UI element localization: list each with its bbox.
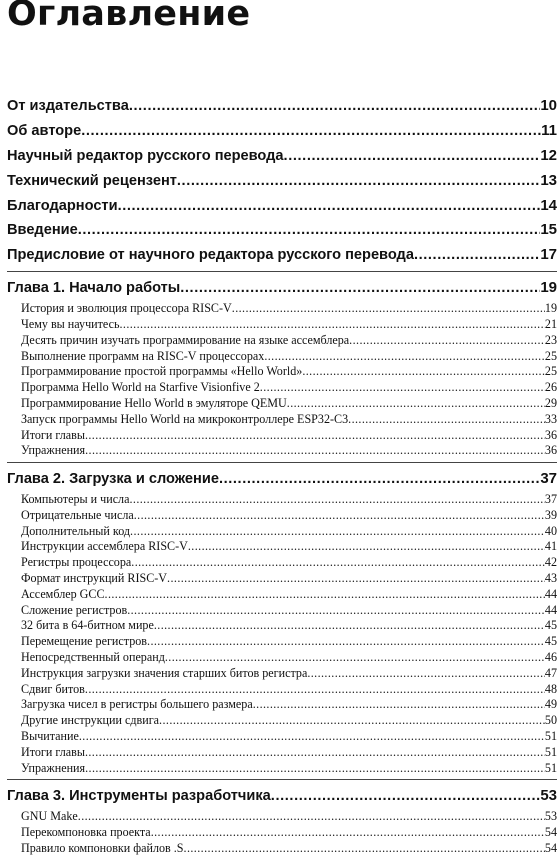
toc-entry-title: Формат инструкций RISC-V [21, 570, 168, 585]
toc-page-number: 45 [544, 618, 557, 633]
toc-page-number: 42 [544, 555, 557, 570]
section-entry [7, 349, 557, 365]
toc-entry-title: Итоги главы [21, 744, 85, 759]
chapter-divider [7, 271, 557, 272]
section-entry [7, 634, 557, 650]
section-entry [7, 428, 557, 444]
toc-entry-title: Регистры процессора [21, 555, 132, 570]
section-entry [7, 618, 557, 634]
dot-leader [85, 682, 545, 698]
chapter-divider [7, 462, 557, 463]
toc-entry-title: GNU Make [21, 809, 78, 824]
toc-page-number: 14 [540, 196, 557, 214]
toc-page-number: 43 [544, 570, 557, 585]
chapter-heading [7, 276, 557, 301]
section-entry [7, 539, 557, 555]
dot-leader [85, 443, 545, 459]
toc-page-number: 19 [540, 279, 557, 297]
section-entry [7, 761, 557, 777]
toc-page-number: 40 [544, 523, 557, 538]
toc-page-number: 44 [544, 586, 557, 601]
dot-leader [219, 467, 540, 492]
toc-entry-title: Перемещение регистров [21, 634, 148, 649]
toc-page-number: 21 [544, 316, 557, 331]
section-entry [7, 317, 557, 333]
toc-entry-title: От издательства [7, 97, 129, 114]
section-entry [7, 603, 557, 619]
dot-leader [167, 571, 545, 587]
toc-entry-title: Программа Hello World на Starfive Visionfive 2 [21, 380, 260, 395]
toc-entry-title: Глава 1. Начало работы [7, 280, 181, 297]
toc-entry-title: Правило компоновки файлов .S [21, 840, 184, 855]
toc-entry-title: Сложение регистров [21, 602, 128, 617]
toc-entry-title: Технический рецензент [7, 172, 177, 189]
section-entry [7, 380, 557, 396]
dot-leader [147, 634, 545, 650]
toc-page-number: 17 [540, 246, 557, 264]
dot-leader [134, 508, 545, 524]
toc-page-number: 26 [544, 380, 557, 395]
dot-leader [159, 713, 545, 729]
dot-leader [127, 603, 545, 619]
section-entry [7, 364, 557, 380]
toc-entry-title: Итоги главы [21, 427, 85, 442]
front-matter-entry [7, 194, 557, 219]
toc-entry-title: История и эволюция процессора RISC-V [21, 301, 232, 316]
section-entry [7, 682, 557, 698]
toc-entry-title: Научный редактор русского перевода [7, 147, 284, 164]
toc-entry-title: Сдвиг битов [21, 681, 85, 696]
table-of-contents [7, 94, 557, 857]
toc-page-number: 33 [544, 411, 557, 426]
dot-leader [81, 119, 541, 144]
chapter-block [7, 467, 557, 776]
dot-leader [154, 618, 545, 634]
toc-page-number: 46 [544, 649, 557, 664]
section-entry [7, 492, 557, 508]
toc-page-number: 51 [544, 760, 557, 775]
toc-page-number: 36 [544, 443, 557, 458]
dot-leader [85, 745, 545, 761]
dot-leader [414, 243, 540, 268]
toc-page-number: 23 [544, 332, 557, 347]
toc-page-number: 47 [544, 665, 557, 680]
section-entry [7, 809, 557, 825]
dot-leader [79, 729, 545, 745]
section-entry [7, 571, 557, 587]
front-matter-entry [7, 94, 557, 119]
chapter-block [7, 276, 557, 459]
section-entry [7, 524, 557, 540]
front-matter-entry [7, 243, 557, 268]
section-entry [7, 301, 557, 317]
chapter-heading [7, 784, 557, 809]
toc-page-number: 53 [544, 809, 557, 824]
toc-entry-title: Глава 3. Инструменты разработчика [7, 788, 271, 805]
toc-entry-title: Введение [7, 222, 78, 239]
toc-entry-title: Программирование Hello World в эмуляторе QEMU [21, 395, 287, 410]
section-entry [7, 745, 557, 761]
toc-entry-title: Упражнения [21, 760, 86, 775]
toc-entry-title: Загрузка чисел в регистры большего размера [21, 697, 253, 712]
chapter-divider [7, 779, 557, 780]
toc-page-number: 37 [544, 491, 557, 506]
dot-leader [232, 301, 545, 317]
toc-entry-title: 32 бита в 64-битном мире [21, 618, 154, 633]
dot-leader [184, 841, 545, 857]
section-entry [7, 841, 557, 857]
toc-page-number: 51 [544, 728, 557, 743]
toc-page-number: 12 [540, 146, 557, 164]
chapter-heading [7, 467, 557, 492]
section-entry [7, 555, 557, 571]
toc-page-number: 25 [544, 364, 557, 379]
toc-entry-title: Другие инструкции сдвига [21, 713, 160, 728]
toc-page-number: 11 [541, 121, 557, 139]
section-entry [7, 825, 557, 841]
dot-leader [105, 587, 545, 603]
dot-leader [131, 555, 545, 571]
dot-leader [188, 539, 545, 555]
dot-leader [129, 94, 540, 119]
dot-leader [119, 317, 544, 333]
toc-entry-title: Благодарности [7, 197, 118, 214]
dot-leader [78, 218, 541, 243]
toc-entry-title: Выполнение программ на RISC-V процессорах [21, 348, 265, 363]
dot-leader [118, 194, 541, 219]
toc-entry-title: Программирование простой программы «Hello World» [21, 364, 303, 379]
toc-entry-title: Десять причин изучать программирование на языке ассемблера [21, 332, 350, 347]
toc-page-number: 48 [544, 681, 557, 696]
dot-leader [130, 524, 545, 540]
section-entry [7, 666, 557, 682]
section-entry [7, 396, 557, 412]
toc-page-number: 54 [544, 840, 557, 855]
dot-leader [287, 396, 545, 412]
front-matter-entry [7, 119, 557, 144]
toc-page-number: 44 [544, 602, 557, 617]
toc-entry-title: Об авторе [7, 122, 82, 139]
chapters-list [7, 271, 557, 856]
dot-leader [302, 364, 545, 380]
toc-page-number: 29 [544, 395, 557, 410]
toc-page-number: 13 [540, 171, 557, 189]
dot-leader [253, 697, 545, 713]
toc-page-number: 37 [540, 470, 557, 488]
dot-leader [348, 412, 545, 428]
front-matter-entry [7, 169, 557, 194]
toc-entry-title: Ассемблер GCC [21, 586, 105, 601]
section-entry [7, 508, 557, 524]
front-matter-entry [7, 144, 557, 169]
dot-leader [85, 428, 545, 444]
toc-entry-title: Компьютеры и числа [21, 491, 130, 506]
toc-page-number: 25 [544, 348, 557, 363]
section-entry [7, 729, 557, 745]
front-matter-list [7, 94, 557, 268]
dot-leader [307, 666, 545, 682]
toc-entry-title: Непосредственный операнд [21, 649, 165, 664]
dot-leader [151, 825, 545, 841]
toc-entry-title: Предисловие от научного редактора русского перевода [7, 247, 414, 264]
dot-leader [271, 784, 541, 809]
toc-entry-title: Чему вы научитесь [21, 316, 120, 331]
toc-entry-title: Упражнения [21, 443, 86, 458]
dot-leader [260, 380, 545, 396]
toc-entry-title: Вычитание [21, 728, 79, 743]
toc-page-number: 54 [544, 825, 557, 840]
toc-entry-title: Инструкции ассемблера RISC-V [21, 539, 188, 554]
toc-page-number: 53 [540, 787, 557, 805]
dot-leader [180, 276, 540, 301]
toc-page-number: 45 [544, 634, 557, 649]
toc-entry-title: Инструкция загрузки значения старших битов регистра [21, 665, 308, 680]
chapter-block [7, 784, 557, 856]
section-entry [7, 333, 557, 349]
toc-page-number: 19 [544, 301, 557, 316]
section-entry [7, 412, 557, 428]
toc-page-number: 49 [544, 697, 557, 712]
section-entry [7, 443, 557, 459]
toc-page-number: 41 [544, 539, 557, 554]
dot-leader [284, 144, 541, 169]
dot-leader [177, 169, 540, 194]
dot-leader [349, 333, 545, 349]
section-entry [7, 587, 557, 603]
toc-page-number: 15 [540, 221, 557, 239]
dot-leader [78, 809, 545, 825]
section-entry [7, 713, 557, 729]
section-entry [7, 697, 557, 713]
dot-leader [264, 349, 545, 365]
toc-entry-title: Отрицательные числа [21, 507, 134, 522]
toc-entry-title: Запуск программы Hello World на микроконтроллере ESP32-C3 [21, 411, 349, 426]
dot-leader [165, 650, 545, 666]
toc-entry-title: Перекомпоновка проекта [21, 825, 151, 840]
toc-entry-title: Глава 2. Загрузка и сложение [7, 471, 219, 488]
dot-leader [85, 761, 545, 777]
front-matter-entry [7, 218, 557, 243]
dot-leader [129, 492, 544, 508]
toc-page-number: 51 [544, 744, 557, 759]
page-title: Оглавление [7, 0, 251, 34]
section-entry [7, 650, 557, 666]
toc-page-number: 50 [544, 713, 557, 728]
toc-page-number: 36 [544, 427, 557, 442]
toc-page-number: 39 [544, 507, 557, 522]
toc-page-number: 10 [540, 96, 557, 114]
toc-entry-title: Дополнительный код [21, 523, 131, 538]
